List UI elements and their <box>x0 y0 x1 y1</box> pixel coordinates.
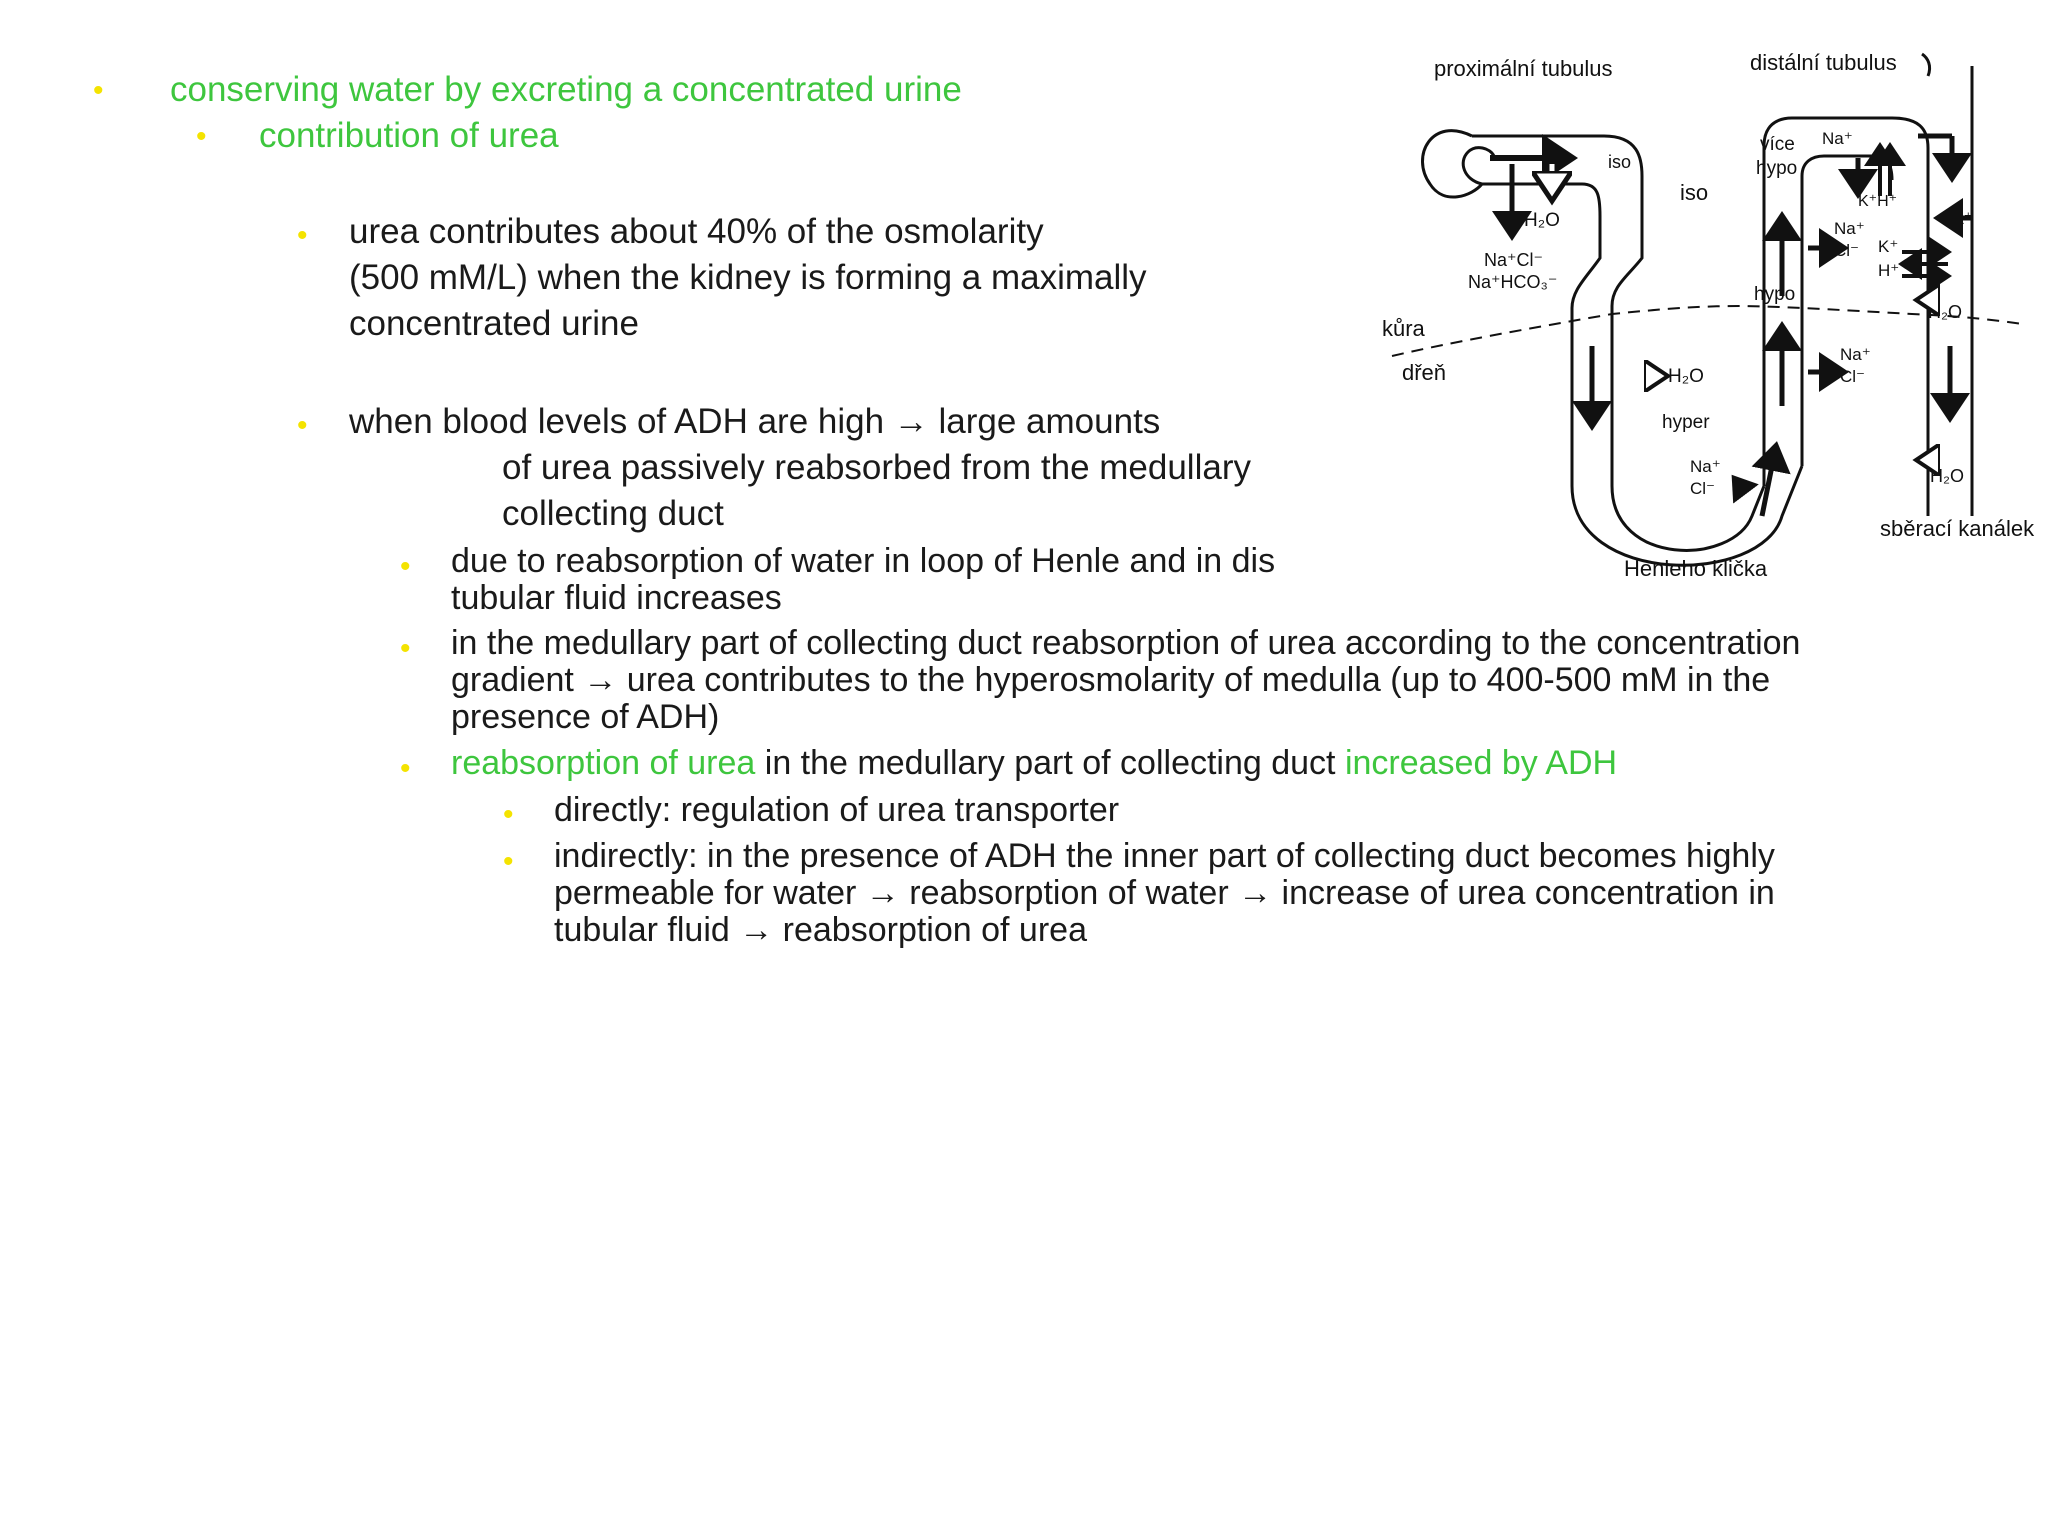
label-na-ascending-2: Na⁺ <box>1840 345 1871 364</box>
heading-conserving-water: conserving water by excreting a concentrated urine <box>170 70 962 109</box>
label-h2o-proximal: H₂O <box>1524 210 1560 231</box>
label-h2o-collecting-1: H₂O <box>1928 302 1962 322</box>
para-adh-high-line1: when blood levels of ADH are high → large amounts <box>349 402 1161 441</box>
para-line: gradient → urea contributes to the hyperosmolarity of medulla (up to 400-500 mM in the <box>451 661 1771 699</box>
label-h-collecting: H⁺ <box>1878 261 1900 280</box>
para-line: tubular fluid → reabsorption of urea <box>554 911 1087 949</box>
label-henle-klicka: Henleho klička <box>1624 556 1768 581</box>
label-na-loop: Na⁺ <box>1690 457 1721 476</box>
label-cl-ascending-1: Cl⁻ <box>1834 241 1860 260</box>
para-line: urea contributes about 40% of the osmolarity <box>349 212 1044 251</box>
bullet-marker: • <box>400 550 411 583</box>
sub-bullet-medullary-collecting-duct <box>451 625 1800 736</box>
label-k-collecting: K⁺ <box>1878 237 1899 256</box>
para-line: of urea passively reabsorbed from the medullary <box>502 448 1251 487</box>
para-urea-osmolarity <box>349 209 1147 347</box>
para-line: concentrated urine <box>349 304 639 343</box>
label-iso-1: iso <box>1608 152 1632 172</box>
label-kura: kůra <box>1382 316 1425 341</box>
label-iso-2: iso <box>1680 180 1709 205</box>
sub-bullet-increased-by-adh <box>451 745 1617 782</box>
highlight-reabsorption-of-urea: reabsorption of urea <box>451 744 756 782</box>
detail-indirectly <box>554 838 1775 949</box>
nephron-diagram <box>1372 46 2048 606</box>
label-sberaci-kanalek: sběrací kanálek <box>1880 516 2035 541</box>
label-hypo-top: hypo <box>1756 158 1798 179</box>
para-line: presence of ADH) <box>451 698 720 736</box>
label-dren: dřeň <box>1402 360 1447 385</box>
label-cl-loop: Cl⁻ <box>1690 479 1716 498</box>
label-hyper: hyper <box>1662 412 1710 433</box>
bullet-marker: • <box>503 798 514 831</box>
label-nacl-proximal: Na⁺Cl⁻ <box>1484 250 1544 270</box>
para-adh-high-cont <box>502 445 1251 537</box>
transport-arrows <box>1490 136 1972 516</box>
label-hypo-mid: hypo <box>1754 284 1796 305</box>
bullet-marker: • <box>400 752 411 785</box>
bullet-marker: • <box>297 219 308 252</box>
heading-contribution-of-urea: contribution of urea <box>259 116 559 155</box>
label-h2o-collecting-2: H₂O <box>1930 466 1964 486</box>
label-nahco3-proximal: Na⁺HCO₃⁻ <box>1468 272 1558 292</box>
label-vice: více <box>1760 134 1795 155</box>
sub-bullet-water-reabsorption <box>451 543 1275 617</box>
bullet-marker: • <box>196 120 207 153</box>
para-line: permeable for water → reabsorption of water → increase of urea concentration in <box>554 874 1775 912</box>
label-na-distal-top: Na⁺ <box>1822 129 1853 148</box>
label-cl-ascending-2: Cl⁻ <box>1840 367 1866 386</box>
para-line: indirectly: in the presence of ADH the inner part of collecting duct becomes highly <box>554 837 1775 875</box>
bullet-marker: • <box>503 845 514 878</box>
para-line: (500 mM/L) when the kidney is forming a maximally <box>349 258 1147 297</box>
bullet-marker: • <box>297 409 308 442</box>
label-proximal-tubulus: proximální tubulus <box>1434 56 1613 81</box>
para-line: collecting duct <box>502 494 724 533</box>
label-kh-distal: K⁺H⁺ <box>1858 193 1898 210</box>
text-medullary-part: in the medullary part of collecting duct <box>755 744 1345 782</box>
label-h2o-descending: H₂O <box>1668 366 1704 387</box>
label-na-collecting: Na⁺ <box>1942 209 1973 228</box>
label-na-ascending-1: Na⁺ <box>1834 219 1865 238</box>
para-line: tubular fluid increases <box>451 579 782 617</box>
detail-directly: directly: regulation of urea transporter <box>554 791 1120 829</box>
para-line: due to reabsorption of water in loop of Henle and in dis <box>451 542 1276 580</box>
highlight-increased-by-adh: increased by ADH <box>1344 744 1618 782</box>
bullet-marker: • <box>400 632 411 665</box>
label-distal-tubulus: distální tubulus <box>1750 50 1897 75</box>
bullet-marker: • <box>93 74 104 107</box>
para-line: in the medullary part of collecting duct reabsorption of urea according to the concentration <box>451 624 1801 662</box>
